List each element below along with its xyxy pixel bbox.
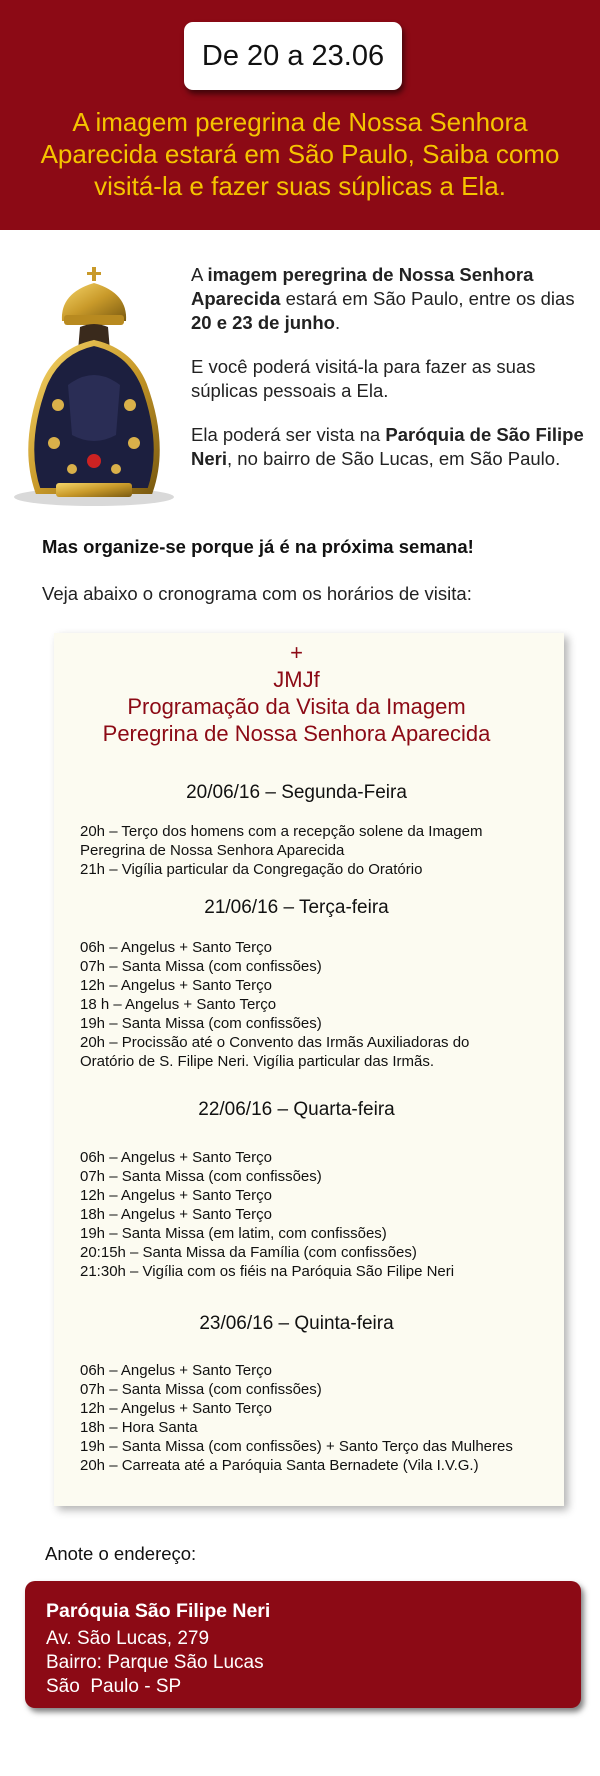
headline-line: Aparecida estará em São Paulo, Saiba como [40,139,560,169]
parish-name: Paróquia São Filipe Neri [46,1600,271,1622]
schedule-intro: Veja abaixo o cronograma com os horários de visita: [42,583,472,604]
address-box [25,1581,581,1708]
header-banner [0,0,600,230]
address-line: Bairro: Parque São Lucas [46,1652,264,1673]
schedule-item: 18h – Hora Santa [80,1419,198,1436]
intro-text [191,263,591,491]
schedule-item: 19h – Santa Missa (com confissões) [80,1015,322,1032]
address-lines [46,1627,264,1699]
schedule-title-line: Peregrina de Nossa Senhora Aparecida [102,721,491,746]
cross-mark: + [290,640,303,665]
schedule-item: 07h – Santa Missa (com confissões) [80,1168,322,1185]
schedule-item: 18h – Angelus + Santo Terço [80,1206,272,1223]
statue-icon [10,265,178,507]
schedule-item: 19h – Santa Missa (em latim, com confissões) [80,1225,387,1242]
schedule-item: 20h – Terço dos homens com a recepção solene da Imagem [80,823,483,840]
schedule-item: 18 h – Angelus + Santo Terço [80,996,277,1013]
headline-line: visitá-la e fazer suas súplicas a Ela. [94,171,506,201]
address-line: São Paulo - SP [46,1676,182,1697]
day-items [80,1148,550,1281]
schedule-item: 12h – Angelus + Santo Terço [80,1187,272,1204]
schedule-title-line: JMJf [273,667,320,692]
schedule-item: 12h – Angelus + Santo Terço [80,1400,272,1417]
day-heading: 20/06/16 – Segunda-Feira [186,782,407,803]
day-heading: 23/06/16 – Quinta-feira [199,1313,394,1334]
warning-text: Mas organize-se porque já é na próxima semana! [42,536,474,557]
intro-paragraph: A imagem peregrina de Nossa Senhora Aparecida estará em São Paulo, entre os dias 20 e 23 de junho. [191,264,575,333]
schedule-item: 21:30h – Vigília com os fiéis na Paróquia São Filipe Neri [80,1263,455,1280]
schedule-item: 07h – Santa Missa (com confissões) [80,958,322,975]
schedule-item: 21h – Vigília particular da Congregação do Oratório [80,861,423,878]
day-items [80,822,550,879]
date-badge: De 20 a 23.06 [184,22,402,90]
day-heading: 21/06/16 – Terça-feira [204,897,389,918]
day-items [80,938,550,1071]
schedule-item: 20:15h – Santa Missa da Família (com confissões) [80,1244,417,1261]
day-items [80,1361,550,1475]
schedule-item: Oratório de S. Filipe Neri. Vigília particular das Irmãs. [80,1053,435,1070]
headline [0,106,600,202]
schedule-item: 12h – Angelus + Santo Terço [80,977,272,994]
schedule-item: 20h – Carreata até a Paróquia Santa Bernadete (Vila I.V.G.) [80,1457,479,1474]
schedule-item: 20h – Procissão até o Convento das Irmãs Auxiliadoras do [80,1034,470,1051]
schedule-panel [54,633,564,1506]
headline-line: A imagem peregrina de Nossa Senhora [72,107,528,137]
schedule-title-line: Programação da Visita da Imagem [127,694,466,719]
schedule-item: 19h – Santa Missa (com confissões) + Santo Terço das Mulheres [80,1438,513,1455]
schedule-item: 06h – Angelus + Santo Terço [80,1362,272,1379]
schedule-item: 07h – Santa Missa (com confissões) [80,1381,322,1398]
intro-paragraph: E você poderá visitá-la para fazer as suas súplicas pessoais a Ela. [191,356,536,401]
schedule-item: Peregrina de Nossa Senhora Aparecida [80,842,345,859]
day-heading: 22/06/16 – Quarta-feira [198,1099,395,1120]
schedule-item: 06h – Angelus + Santo Terço [80,1149,272,1166]
address-label: Anote o endereço: [45,1543,197,1564]
schedule-title [54,639,539,747]
intro-paragraph: Ela poderá ser vista na Paróquia de São Filipe Neri, no bairro de São Lucas, em São Paulo. [191,424,584,469]
schedule-item: 06h – Angelus + Santo Terço [80,939,272,956]
address-line: Av. São Lucas, 279 [46,1628,210,1649]
